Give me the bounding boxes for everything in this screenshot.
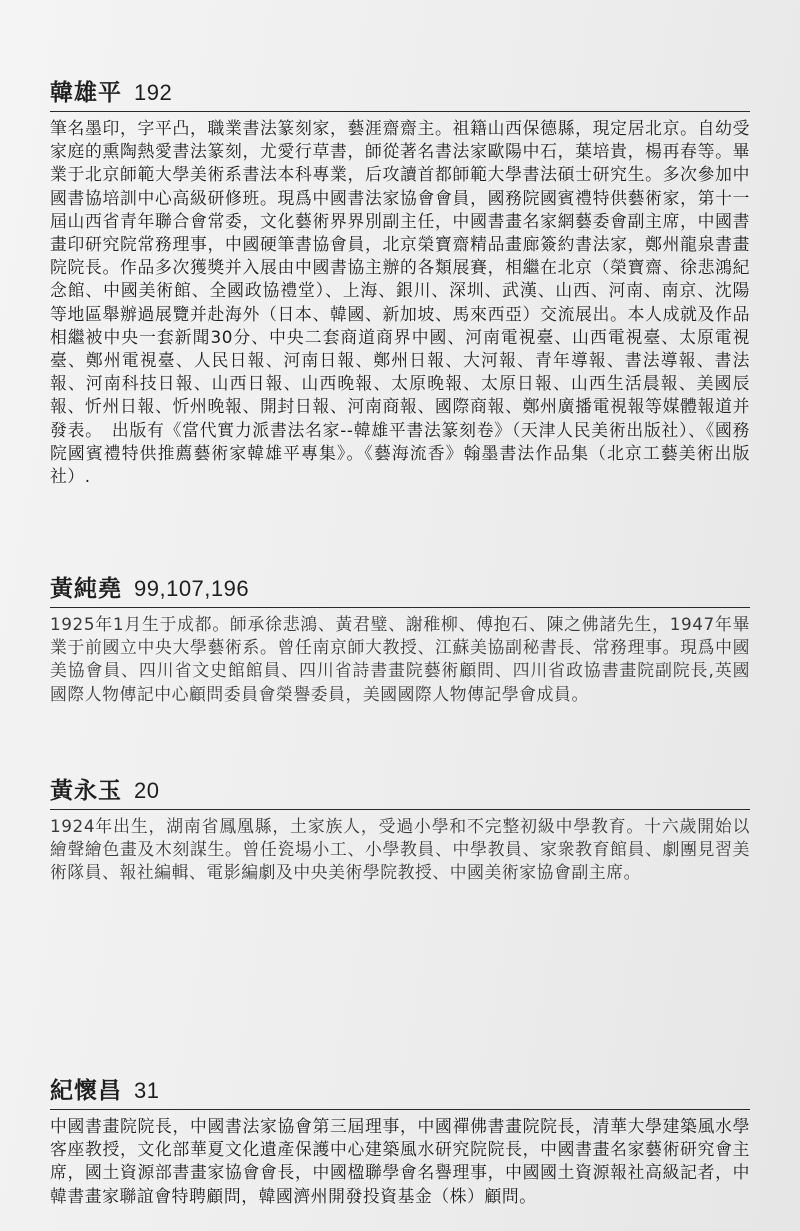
page-references: 192 — [134, 80, 173, 105]
page-references: 20 — [134, 778, 160, 803]
artist-biography: 1925年1月生于成都。師承徐悲鴻、黃君璧、謝稚柳、傅抱石、陳之佛諸先生，1947年畢業于前國立中央大學藝術系。曾任南京師大教授、江蘇美協副秘書長、常務理事。現爲中國美協會員、四川省文史館館員、四川省詩書畫院藝術顧問、四川省政協書畫院副院長,英國國際人物傳記中心顧問委員會榮譽委員，美國國際人物傳記學會成員。 — [50, 614, 750, 704]
entry-header — [50, 74, 750, 112]
entry-han-xiongping — [50, 74, 750, 488]
page-references: 99,107,196 — [134, 576, 250, 601]
artist-biography: 筆名墨印，字平凸，職業書法篆刻家，藝涯齋齋主。祖籍山西保德縣，現定居北京。自幼受家庭的熏陶熱愛書法篆刻，尤愛行草書，師從著名書法家歐陽中石，葉培貴，楊再春等。畢業于北京師範大學美術系書法本科專業，后攻讀首都師範大學書法碩士研究生。多次參加中國書協培訓中心高級研修班。現爲中國書法家協會會員，國務院國賓禮特供藝術家，第十一屆山西省青年聯合會常委，文化藝術界界別副主任，中國書畫名家網藝委會副主席，中國書畫印研究院常務理事，中國硬筆書協會員，北京榮寶齋精品畫廊簽約書法家，鄭州龍泉書畫院院長。作品多次獲獎并入展由中國書協主辦的各類展賽，相繼在北京（榮寶齋、徐悲鴻紀念館、中國美術館、全國政協禮堂）、上海、銀川、深圳、武漢、山西、河南、南京、沈陽等地區舉辦過展覽并赴海外（日本、韓國、新加坡、馬來西亞）交流展出。本人成就及作品相繼被中央一套新聞30分、中央二套商道商界中國、河南電視臺、山西電視臺、太原電視臺、鄭州電視臺、人民日報、河南日報、鄭州日報、大河報、青年導報、書法導報、書法報、河南科技日報、山西日報、山西晚報、太原晚報、太原日報、山西生活晨報、美國辰報、忻州日報、忻州晚報、開封日報、河南商報、國際商報、鄭州廣播電視報等媒體報道并發表。 出版有《當代實力派書法名家--韓雄平書法篆刻卷》（天津人民美術出版社）、《國務院國賓禮特供推薦藝術家韓雄平專集》。《藝海流香》翰墨書法作品集（北京工藝美術出版社）. — [50, 118, 750, 487]
artist-biography: 中國書畫院院長，中國書法家協會第三屆理事，中國禪佛書畫院院長，清華大學建築風水學客座教授，文化部華夏文化遺產保護中心建築風水研究院院長，中國書畫名家藝術研究會主席，國土資源部書畫家協會會長，中國楹聯學會名譽理事，中國國土資源報社高級記者，中韓書畫家聯誼會特聘顧問，韓國濟州開發投資基金（株）顧問。 — [50, 1116, 750, 1206]
artist-name: 韓雄平 — [50, 80, 122, 106]
entry-huang-yongyu — [50, 772, 750, 885]
artist-name: 黃永玉 — [50, 778, 122, 804]
artist-name: 黃純堯 — [50, 576, 122, 602]
entry-ji-huaichang — [50, 1072, 750, 1208]
artist-name: 紀懷昌 — [50, 1078, 122, 1104]
entry-header — [50, 1072, 750, 1110]
entry-header — [50, 772, 750, 810]
entry-huang-chunyao — [50, 570, 750, 706]
entry-header — [50, 570, 750, 608]
page-references: 31 — [134, 1078, 160, 1103]
artist-biography: 1924年出生，湖南省鳳凰縣，土家族人，受過小學和不完整初級中學教育。十六歲開始以繪聲繪色畫及木刻謀生。曾任瓷場小工、小學教員、中學教員、家衆教育館員、劇團見習美術隊員、報社編輯、電影編劇及中央美術學院教授、中國美術家協會副主席。 — [50, 816, 750, 883]
